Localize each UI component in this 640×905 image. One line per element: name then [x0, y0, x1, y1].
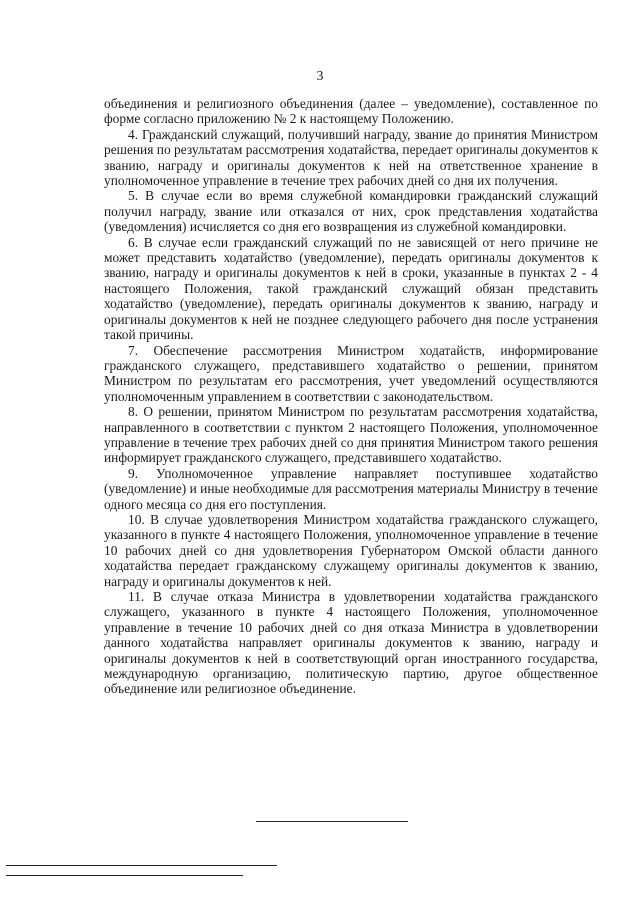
paragraph-7: 7. Обеспечение рассмотрения Министром ходатайств, информирование гражданского служащего, представившего ходатайство о решении, принятом Министром по результатам его рассмотрения, учет уведомлений осуществляются уполномоченным управлением в соответствии с законодательством. [104, 342, 598, 404]
page-number: 3 [316, 69, 324, 84]
paragraph-continuation: объединения и религиозного объединения (далее – уведомление), составленное по форме согласно приложению № 2 к настоящему Положению. [104, 96, 598, 127]
footer-rule-secondary [6, 875, 243, 876]
footer-rule [6, 865, 277, 866]
paragraph-11: 11. В случае отказа Министра в удовлетворении ходатайства гражданского служащего, указанного в пункте 4 настоящего Положения, уполномоченное управление в течение 10 рабочих дней со дня отказа Министра в удовлетворении данного ходатайства направляет оригиналы документов к званию, награду и оригиналы документов к ней в соответствующий орган иностранного государства, международную организацию, политическую партию, другое общественное объединение или религиозное объединение. [104, 589, 598, 697]
paragraph-4: 4. Гражданский служащий, получивший награду, звание до принятия Министром решения по результатам рассмотрения ходатайства, передает оригиналы документов к званию, награду и оригиналы документов к ней на ответственное хранение в уполномоченное управление в течение трех рабочих дней со дня их получения. [104, 126, 598, 189]
end-of-text-rule [256, 821, 408, 822]
document-body [104, 96, 598, 697]
paragraph-6: 6. В случае если гражданский служащий по не зависящей от него причине не может представить ходатайство (уведомление), передать оригиналы документов к званию, награду и оригиналы документов к ней в сроки, указанные в пунктах 2 - 4 настоящего Положения, такой гражданский служащий обязан представить ходатайство (уведомление), передать оригиналы документов к званию, награду и оригиналы документов к ней не позднее следующего рабочего дня после устранения такой причины. [104, 234, 598, 343]
paragraph-9: 9. Уполномоченное управление направляет поступившее ходатайство (уведомление) и иные необходимые для рассмотрения материалы Министру в течение одного месяца со дня его поступления. [104, 465, 598, 512]
paragraph-5: 5. В случае если во время служебной командировки гражданский служащий получил награду, звание или отказался от них, срок представления ходатайства (уведомления) исчисляется со дня его возвращения из служебной командировки. [104, 188, 598, 235]
paragraph-10: 10. В случае удовлетворения Министром ходатайства гражданского служащего, указанного в пункте 4 настоящего Положения, уполномоченное управление в течение 10 рабочих дней со дня удовлетворения Губернатором Омской области данного ходатайства передает гражданскому служащему оригиналы документов к званию, награду и оригиналы документов к ней. [104, 511, 598, 589]
paragraph-8: 8. О решении, принятом Министром по результатам рассмотрения ходатайства, направленного в соответствии с пунктом 2 настоящего Положения, уполномоченное управление в течение трех рабочих дней со дня принятия Министром такого решения информирует гражданского служащего, представившего ходатайство. [104, 404, 598, 466]
